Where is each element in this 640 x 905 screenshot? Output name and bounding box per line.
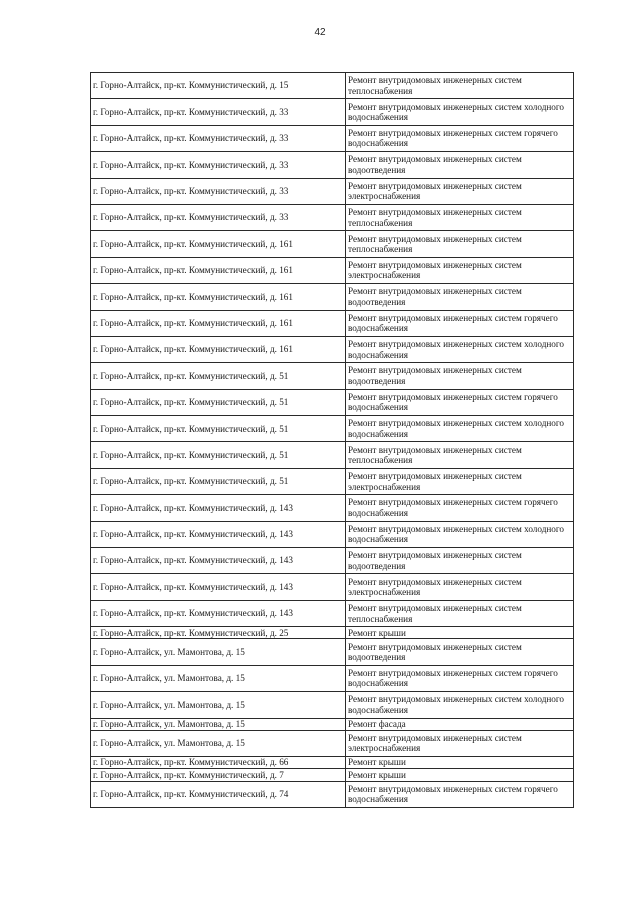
address-cell: г. Горно-Алтайск, пр-кт. Коммунистический, д. 33 — [91, 204, 346, 230]
address-cell: г. Горно-Алтайск, пр-кт. Коммунистический, д. 51 — [91, 416, 346, 442]
table-row — [91, 548, 574, 574]
address-cell: г. Горно-Алтайск, пр-кт. Коммунистический, д. 143 — [91, 600, 346, 626]
works-table-body — [91, 73, 574, 808]
table-row — [91, 665, 574, 691]
address-cell: г. Горно-Алтайск, пр-кт. Коммунистический, д. 51 — [91, 442, 346, 468]
table-row — [91, 336, 574, 362]
table-row — [91, 73, 574, 99]
work-type-cell: Ремонт внутридомовых инженерных систем водоотведения — [346, 152, 574, 178]
table-row — [91, 730, 574, 756]
address-cell: г. Горно-Алтайск, пр-кт. Коммунистический, д. 143 — [91, 521, 346, 547]
work-type-cell: Ремонт внутридомовых инженерных систем холодного водоснабжения — [346, 692, 574, 718]
table-row — [91, 442, 574, 468]
work-type-cell: Ремонт внутридомовых инженерных систем горячего водоснабжения — [346, 125, 574, 151]
work-type-cell: Ремонт внутридомовых инженерных систем электроснабжения — [346, 178, 574, 204]
work-type-cell: Ремонт внутридомовых инженерных систем теплоснабжения — [346, 231, 574, 257]
address-cell: г. Горно-Алтайск, ул. Мамонтова, д. 15 — [91, 639, 346, 665]
work-type-cell: Ремонт внутридомовых инженерных систем теплоснабжения — [346, 442, 574, 468]
table-row — [91, 152, 574, 178]
table-row — [91, 521, 574, 547]
work-type-cell: Ремонт внутридомовых инженерных систем водоотведения — [346, 363, 574, 389]
address-cell: г. Горно-Алтайск, пр-кт. Коммунистический, д. 143 — [91, 574, 346, 600]
work-type-cell: Ремонт внутридомовых инженерных систем холодного водоснабжения — [346, 99, 574, 125]
address-cell: г. Горно-Алтайск, пр-кт. Коммунистический, д. 143 — [91, 548, 346, 574]
address-cell: г. Горно-Алтайск, пр-кт. Коммунистический, д. 161 — [91, 284, 346, 310]
address-cell: г. Горно-Алтайск, пр-кт. Коммунистический, д. 33 — [91, 125, 346, 151]
table-row — [91, 204, 574, 230]
work-type-cell: Ремонт крыши — [346, 769, 574, 781]
address-cell: г. Горно-Алтайск, пр-кт. Коммунистический, д. 74 — [91, 781, 346, 807]
work-type-cell: Ремонт внутридомовых инженерных систем горячего водоснабжения — [346, 495, 574, 521]
work-type-cell: Ремонт внутридомовых инженерных систем холодного водоснабжения — [346, 521, 574, 547]
address-cell: г. Горно-Алтайск, пр-кт. Коммунистический, д. 33 — [91, 99, 346, 125]
work-type-cell: Ремонт внутридомовых инженерных систем электроснабжения — [346, 468, 574, 494]
address-cell: г. Горно-Алтайск, пр-кт. Коммунистический, д. 51 — [91, 389, 346, 415]
table-row — [91, 639, 574, 665]
work-type-cell: Ремонт внутридомовых инженерных систем горячего водоснабжения — [346, 665, 574, 691]
address-cell: г. Горно-Алтайск, ул. Мамонтова, д. 15 — [91, 692, 346, 718]
work-type-cell: Ремонт внутридомовых инженерных систем холодного водоснабжения — [346, 416, 574, 442]
table-row — [91, 125, 574, 151]
work-type-cell: Ремонт внутридомовых инженерных систем горячего водоснабжения — [346, 389, 574, 415]
table-row — [91, 781, 574, 807]
work-type-cell: Ремонт внутридомовых инженерных систем электроснабжения — [346, 574, 574, 600]
address-cell: г. Горно-Алтайск, пр-кт. Коммунистический, д. 66 — [91, 757, 346, 769]
address-cell: г. Горно-Алтайск, ул. Мамонтова, д. 15 — [91, 665, 346, 691]
address-cell: г. Горно-Алтайск, пр-кт. Коммунистический, д. 25 — [91, 627, 346, 639]
table-row — [91, 692, 574, 718]
table-row — [91, 231, 574, 257]
address-cell: г. Горно-Алтайск, пр-кт. Коммунистический, д. 161 — [91, 231, 346, 257]
work-type-cell: Ремонт внутридомовых инженерных систем горячего водоснабжения — [346, 310, 574, 336]
table-row — [91, 284, 574, 310]
table-row — [91, 627, 574, 639]
table-row — [91, 468, 574, 494]
address-cell: г. Горно-Алтайск, пр-кт. Коммунистический, д. 33 — [91, 178, 346, 204]
address-cell: г. Горно-Алтайск, пр-кт. Коммунистический, д. 15 — [91, 73, 346, 99]
address-cell: г. Горно-Алтайск, ул. Мамонтова, д. 15 — [91, 718, 346, 730]
address-cell: г. Горно-Алтайск, пр-кт. Коммунистический, д. 7 — [91, 769, 346, 781]
page-number: 42 — [314, 27, 326, 38]
work-type-cell: Ремонт внутридомовых инженерных систем теплоснабжения — [346, 600, 574, 626]
works-table — [90, 72, 574, 808]
table-row — [91, 178, 574, 204]
table-row — [91, 600, 574, 626]
work-type-cell: Ремонт крыши — [346, 757, 574, 769]
work-type-cell: Ремонт внутридомовых инженерных систем водоотведения — [346, 639, 574, 665]
work-type-cell: Ремонт внутридомовых инженерных систем водоотведения — [346, 548, 574, 574]
table-row — [91, 310, 574, 336]
table-row — [91, 389, 574, 415]
work-type-cell: Ремонт фасада — [346, 718, 574, 730]
table-row — [91, 416, 574, 442]
work-type-cell: Ремонт крыши — [346, 627, 574, 639]
work-type-cell: Ремонт внутридомовых инженерных систем холодного водоснабжения — [346, 336, 574, 362]
table-row — [91, 99, 574, 125]
address-cell: г. Горно-Алтайск, пр-кт. Коммунистический, д. 143 — [91, 495, 346, 521]
address-cell: г. Горно-Алтайск, пр-кт. Коммунистический, д. 33 — [91, 152, 346, 178]
address-cell: г. Горно-Алтайск, пр-кт. Коммунистический, д. 51 — [91, 468, 346, 494]
table-row — [91, 363, 574, 389]
table-row — [91, 495, 574, 521]
table-row — [91, 257, 574, 283]
address-cell: г. Горно-Алтайск, пр-кт. Коммунистический, д. 161 — [91, 310, 346, 336]
address-cell: г. Горно-Алтайск, ул. Мамонтова, д. 15 — [91, 730, 346, 756]
address-cell: г. Горно-Алтайск, пр-кт. Коммунистический, д. 51 — [91, 363, 346, 389]
work-type-cell: Ремонт внутридомовых инженерных систем водоотведения — [346, 284, 574, 310]
table-row — [91, 769, 574, 781]
work-type-cell: Ремонт внутридомовых инженерных систем горячего водоснабжения — [346, 781, 574, 807]
address-cell: г. Горно-Алтайск, пр-кт. Коммунистический, д. 161 — [91, 257, 346, 283]
table-row — [91, 574, 574, 600]
table-row — [91, 718, 574, 730]
work-type-cell: Ремонт внутридомовых инженерных систем электроснабжения — [346, 730, 574, 756]
table-row — [91, 757, 574, 769]
work-type-cell: Ремонт внутридомовых инженерных систем электроснабжения — [346, 257, 574, 283]
work-type-cell: Ремонт внутридомовых инженерных систем теплоснабжения — [346, 73, 574, 99]
work-type-cell: Ремонт внутридомовых инженерных систем теплоснабжения — [346, 204, 574, 230]
address-cell: г. Горно-Алтайск, пр-кт. Коммунистический, д. 161 — [91, 336, 346, 362]
